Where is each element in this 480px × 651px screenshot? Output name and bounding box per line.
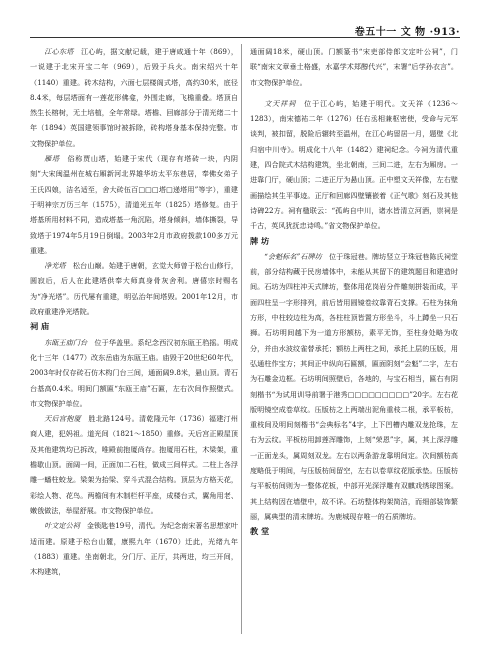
entry-jiangxin-east-pagoda — [30, 44, 238, 151]
left-column — [30, 44, 238, 579]
section-heading-temples: 祠 庙 — [30, 321, 50, 332]
entry-text: 江心屿，据文献记载，建于唐咸通十年（869），一说建于北宋开宝二年（969），后毁于兵火。南宋绍兴十年（1140）重建。砖木结构，六面七层楼阁式塔，高约30米，底径8.4米，每层塔面有一莲花形佛龛，外围走廊，飞檐重叠。塔顶自然生长榕树，无土培植，全年常绿。塔檐、回廊部分于清光绪二十年（1894）英国建领事馆时被拆除，砖构塔身基本保持完整。市文物保护单位。 — [30, 47, 239, 148]
entry-title: 天后宫抱厦 — [44, 414, 81, 424]
section-heading-archways: 牌 坊 — [250, 235, 270, 246]
entry-title: “会魁标名”石牌坊 — [264, 251, 322, 261]
entry-title: 文天祥祠 — [264, 98, 297, 108]
entry-ye-wending-shrine — [30, 518, 238, 579]
entry-title: 净光塔 — [44, 261, 66, 271]
entry-title: 雁塔 — [44, 154, 60, 164]
entry-text: 松台山巅。始建于唐朝，玄觉大师曾于松台山修行，圆寂后，后人在此建塔供奉大师真身骨灰舍利。唐僖宗时赐名为“净光塔”。历代屡有重建，明弘治年间塔毁。2001年12月，市政府重建净光塔院。 — [30, 261, 239, 317]
entry-text: 胜北路124号。清乾隆元年（1736）福建汀州商人建，犯妈祖。道光间（1821～1850）重修。天后宫正殿屋顶及其他建筑均已拆改，唯殿前抱厦尚存。抱厦用石柱，木梁架，重檐歇山顶。面阔一间，正面加二石柱，做成三间样式。二柱上各浮雕一蟠柱蛟龙。梁架为抬梁、穿斗式混合结构。顶层为方格天花，彩绘人物、花鸟。两檐间有木制栏杆平座，成楼台式，翼角用老、嫩戗做法，举屋舒展。市文物保护单位。 — [30, 414, 239, 515]
entry-wen-tianxiang-shrine — [250, 96, 458, 234]
entry-title: 东瓯王庙门台 — [44, 337, 88, 347]
entry-jingguang-pagoda — [30, 258, 238, 319]
entry-text: 位于华盖里。系纪念西汉初东瓯王驺摇。明成化十三年（1477）改东岳庙为东瓯王庙。庙毁于20世纪60年代，2003年时仅存砖石仿木构门台三间，通面阔9.8米，悬山顶。青石台基高0.4米。明间门额匾“东瓯王庙”石匾，左右次间作照壁式。市文物保护单位。 — [30, 337, 239, 408]
entry-huikui-stone-archway — [250, 249, 458, 524]
entry-yan-pagoda — [30, 151, 238, 258]
entry-text: 位于珠冠巷。牌坊竖立于珠冠巷陈氏祠堂前，部分结构藏于民房墙体中，未能从其留下的建筑题目和建造时间。石坊为四柱冲天式牌坊，整体用花岗岩分件雕刻拼装而成，平面四柱呈一字形排列，前后皆用圆镜卷纹靠背石支撑。石柱为抹角方形，中柱较边柱为高，各柱柱顶皆置方形坐斗，斗上蹲坐一只石狮。石坊明间越下为一道方形额枋，素平无饰，至柱身处略为收分，并由水波纹雀替承托；额枋上两柱之间，承托上层的压版，用弘通柱作宝方；其间正中纵向石匾额，匾面阴刻“会魁”二字，左右为石雕金边框。石坊明间照壁后，各地的，与宝石相当，匾右有阴刻楷书“为试用训导前署于港秀□□□□□□□□□”20字。左右花版明镜空成卷草纹。压版枋之上两端出泥角重枝二根，承平板枋，重枝间及明间刻楷书“会典标名”4字，上下凹槽内雕双龙抢珠，左右为云纹。平板枋用卸莲浑雕饰，上刻“荣恩”字，属，其上深浮雕一正面龙头，属周刻双龙。左右以两条游龙靠明间定。次间额枋高度略低于明间，与压版枋间留空，左右以卷草纹花版承垫。压版枋与平板枋间则为一整体花板，中部开光深浮雕有双麒戏绣球图案。其上结构因在墙壁中，故不详。石坊整体构架简洁，而细部装饰繁丽，属典型的清末牌坊。为鹿城现存唯一的石质牌坊。 — [250, 251, 458, 521]
running-header: 卷五十一 文 物 ·913· — [354, 27, 460, 38]
column-divider — [241, 44, 242, 634]
entry-text: 俗称贾山塔，始建于宋代（现存有塔砖一块，内阴刻“大宋闽温州在城右厢新河北界雄华坊太平东巷居，奉佛女弟子王氏四娘，洁名适至，舍大砖伍百□□□塔□递塔用”等字），重建于明神宗万历三年（1575），清道光五年（1825）塔修复。由于塔基所用材料不同，造成塔基一角沉陷，塔身倾斜，墙体撕裂，导致塔于1974年5月19日倒塌。2003年2月市政府拨款100多万元重建。 — [30, 154, 239, 255]
right-column — [250, 44, 458, 540]
entry-dongou-wang-temple — [30, 335, 238, 411]
entry-continuation — [250, 44, 458, 90]
entry-text: 位于江心屿，始建于明代。文天祥（1236～1283），南宋德祐二年（1276）任右丞相兼枢密使，受命与元军谈判，被扣留，脱险后辗转至温州，在江心屿留居一月，题壁《北归宿中川寺》。明成化十八年（1482）建祠纪念。今祠为清代重建，四合院式木结构建筑，坐北朝南，三间二进，左右为厢房。一进靠门厅，硬山顶；二进正厅为悬山顶。正中塑文天祥像，左右壁画描绘其生平事迹。正厅和回廊四壁镶嵌着《正气歌》刻石及其他诗碑22方。祠有楹联云：“孤屿自中川，诸水皆清立河酒，崇祠是千古，英风犹抚忠诗鸣。”省文物保护单位。 — [250, 98, 459, 231]
header-rule — [30, 37, 460, 38]
entry-text: 金锁匙巷19号，清代。为纪念南宋著名思想家叶适而建。原建于松台山麓，康熙九年（1670）迁此，光绪九年（1883）重建。坐南朝北，分门厅、正厅，共两进，均三开间，木构建筑， — [30, 521, 239, 577]
entry-title: 江心东塔 — [44, 47, 74, 56]
page-header — [0, 0, 480, 40]
entry-title: 叶文定公祠 — [44, 521, 80, 531]
section-heading-churches: 教 堂 — [250, 526, 270, 537]
entry-tianhou-palace — [30, 411, 238, 518]
entry-text: 通面阔18米，硬山顶。门额篆书“宋吏部侍郎文定叶公祠”，门联“南宋文章垂土格盛，水嘉学术郑醇代兴”，末署“后学孙衣言”。市文物保护单位。 — [250, 47, 458, 87]
